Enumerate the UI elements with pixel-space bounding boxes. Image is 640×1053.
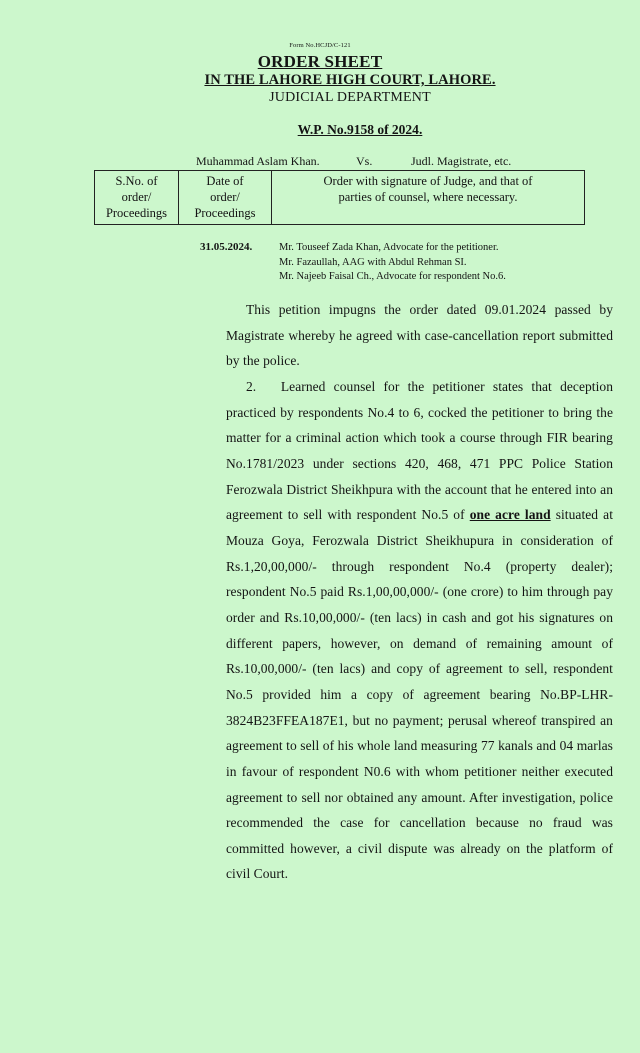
case-number-suffix: . xyxy=(418,122,423,137)
paragraph-2-text-after: situated at Mouza Goya, Ferozwala District Sheikhupura in consideration of Rs.1,20,00,000/- through respondent No.4 (property dealer); respondent No.5 paid Rs.1,00,00,000/- (one crore) to him through pay order and Rs.10,00,000/- (ten lacs) in cash and got his signatures on different papers, however, on demand of remaining amount of Rs.10,00,000/- (ten lacs) and copy of agreement to sell, respondent No.5 provided him a copy of agreement bearing No.BP-LHR-3824B23FFEA187E1, but no payment; perusal whereof transpired an agreement to sell of his whole land measuring 77 kanals and 04 marlas in favour of respondent N0.6 with whom petitioner neither executed agreement to sell nor obtained any amount. After investigation, police recommended the case for cancellation because no fraud was committed however, a civil dispute was already on the platform of civil Court. xyxy=(226,507,613,882)
versus-label: Vs. xyxy=(356,154,373,168)
case-number-text: W.P. No.9158 of 2024 xyxy=(297,122,419,137)
court-name: IN THE LAHORE HIGH COURT, LAHORE. xyxy=(204,72,496,88)
date-header-line: Date of xyxy=(206,174,244,188)
paragraph-2-text-before: Learned counsel for the petitioner states that deception practiced by respondents No.4 to 6, cocked the petitioner to bring the matter for a criminal action which took a course through FIR bearing No.1781/2023 under sections 420, 468, 471 PPC Police Station Ferozwala District Sheikhpura with the account that he entered into an agreement to sell with respondent No.5 of xyxy=(226,379,613,523)
date-header-line: Proceedings xyxy=(194,206,256,220)
department-name: JUDICIAL DEPARTMENT xyxy=(269,90,431,105)
page-title: ORDER SHEET xyxy=(257,52,383,71)
order-paragraph-1 xyxy=(226,297,613,374)
date-column-header xyxy=(179,171,272,224)
sno-column-header xyxy=(95,171,179,224)
order-header-line: Order with signature of Judge, and that of xyxy=(323,174,533,188)
sno-header-line: Proceedings xyxy=(105,206,168,220)
order-column-header xyxy=(272,171,584,224)
respondent-name: Judl. Magistrate, etc. xyxy=(411,154,512,168)
appearance-line: Mr. Najeeb Faisal Ch., Advocate for respondent No.6. xyxy=(279,271,506,282)
order-paragraph-2 xyxy=(226,374,613,887)
sno-header-line: order/ xyxy=(121,190,152,204)
order-sheet-header-table xyxy=(94,170,585,225)
appearance-line: Mr. Fazaullah, AAG with Abdul Rehman SI. xyxy=(279,256,467,268)
order-header-line: parties of counsel, where necessary. xyxy=(338,190,518,204)
counsel-appearances xyxy=(279,241,506,285)
form-number: Form No.HCJD/C-121 xyxy=(289,42,351,49)
sno-header-line: S.No. of xyxy=(115,174,158,188)
date-header-line: order/ xyxy=(210,190,240,204)
order-date: 31.05.2024. xyxy=(200,241,253,253)
paragraph-1-text: This petition impugns the order dated 09.01.2024 passed by Magistrate whereby he agreed with case-cancellation report submitted by the police. xyxy=(226,302,613,369)
appearance-line: Mr. Touseef Zada Khan, Advocate for the petitioner. xyxy=(279,242,499,253)
petitioner-name: Muhammad Aslam Khan. xyxy=(196,154,320,168)
case-parties xyxy=(196,154,511,169)
paragraph-2-emphasis: one acre land xyxy=(469,507,551,523)
paragraph-2-number: 2. xyxy=(246,379,257,394)
case-number xyxy=(0,122,640,138)
